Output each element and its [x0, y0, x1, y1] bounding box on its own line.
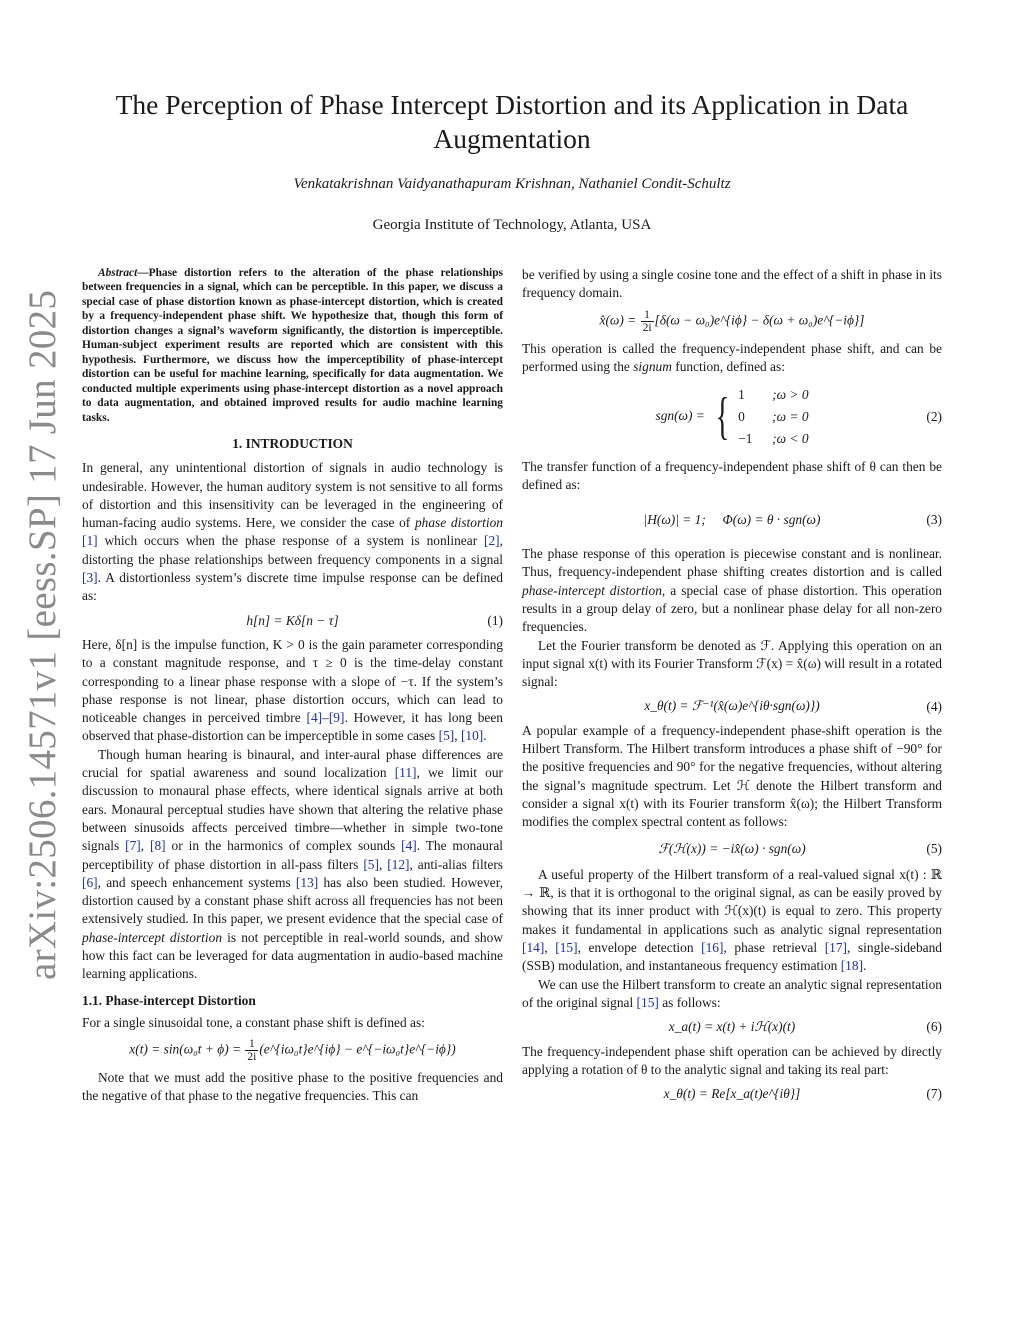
equation-number: (6) — [926, 1019, 942, 1035]
equation-7: x_θ(t) = Re[x_a(t)e^{iθ}] (7) — [522, 1085, 942, 1103]
citation-link[interactable]: [6] — [82, 874, 98, 890]
case-row: 0 ;ω = 0 — [738, 409, 809, 425]
section-heading: 1. INTRODUCTION — [232, 435, 353, 451]
right-paragraph-2: This operation is called the frequency-independent phase shift, and can be performed using the signum function, defined as: — [522, 340, 942, 374]
citation-link[interactable]: [7] — [125, 838, 141, 854]
right-paragraph-5: Let the Fourier transform be denoted as ℱ. Applying this operation on an input signal x(t) with its Fourier Transform ℱ(x) = x̂(ω) will result in a rotated signal: — [522, 637, 942, 690]
equation-number: (3) — [926, 511, 942, 527]
right-paragraph-8: We can use the Hilbert transform to create an analytic signal representation of the original signal [15] as follows: — [522, 976, 942, 1010]
right-paragraph-9: The frequency-independent phase shift operation can be achieved by directly applying a rotation of θ to the analytic signal and taking its real part: — [522, 1043, 942, 1077]
abstract-text: —Phase distortion refers to the alteration of the phase relationships between frequencies in a signal, which can be perceptible. In this paper, we discuss a special case of phase distortion known as phase-intercept distortion, which is created by a frequency-independent phase shift. We hypothesize that, though this form of distortion changes a signal’s waveform significantly, the distortion is imperceptible. Human-subject experiment results are reported which are consistent with this hypothesis. Furthermore, we discuss how the imperceptibility of phase-intercept distortion can be useful for machine learning, specifically for data augmentation. We conducted multiple experiments using phase-intercept distortion as a novel approach to data augmentation, and obtained improved results for audio machine learning tasks. — [82, 267, 503, 424]
citation-link[interactable]: [18] — [840, 958, 864, 974]
equation-3: |H(ω)| = 1; Φ(ω) = θ · sgn(ω) (3) — [522, 511, 942, 529]
citation-link[interactable]: [3] — [82, 570, 98, 586]
equation-1: h[n] = Kδ[n − τ] (1) — [82, 612, 503, 630]
equation-sinusoid: x(t) = sin(ω₀t + ϕ) = $\frac{1}{2i}$ (e^{iω₀t}e^{iϕ} − e^{−iω₀t}e^{−iϕ}) — [129, 1038, 456, 1064]
equation-number: (5) — [926, 840, 942, 856]
citation-link[interactable]: [17] — [824, 940, 847, 956]
citation-link[interactable]: [9] — [328, 710, 345, 726]
intro-paragraph-1: In general, any unintentional distortion of signals in audio technology is undesirable. However, the human auditory system is not sensitive to all forms of distortion and this insensitivity can be leveraged in the engineering of human-facing audio systems. Here, we consider the case of phase distortion [1] which occurs when the phase response of a system is nonlinear [2], distorting the phase relationships between frequency components in a signal [3]. A distortionless system’s discrete time impulse response can be defined as: — [82, 460, 503, 604]
subsection-heading: 1.1. Phase-intercept Distortion — [82, 992, 256, 1008]
equation-number: (2) — [926, 409, 942, 425]
affiliation: Georgia Institute of Technology, Atlanta, USA — [372, 217, 652, 233]
equation-number: (4) — [926, 698, 942, 714]
equation-5: ℱ(ℋ(x)) = −ix̂(ω) · sgn(ω) (5) — [522, 840, 942, 858]
equation-number: (7) — [926, 1086, 942, 1102]
right-column — [522, 266, 942, 1109]
citation-link[interactable]: [2] — [484, 533, 500, 549]
paper-title: The Perception of Phase Intercept Distortion and its Application in Data Augmentation — [115, 89, 909, 154]
equation-4: x_θ(t) = ℱ⁻¹(x̂(ω)e^{iθ·sgn(ω)}) (4) — [522, 697, 942, 715]
citation-link[interactable]: [10] — [460, 728, 484, 744]
case-row: 1 ;ω > 0 — [738, 387, 809, 403]
left-column — [82, 266, 503, 1106]
subsection-paragraph-2: Note that we must add the positive phase to the positive frequencies and the negative of that phase to the negative frequencies. This can — [82, 1070, 503, 1104]
citation-link[interactable]: [13] — [295, 874, 319, 890]
citation-link[interactable]: [4] — [401, 838, 417, 854]
citation-link[interactable]: [4] — [306, 710, 323, 726]
intro-paragraph-2: Here, δ[n] is the impulse function, K > 0 is the gain parameter corresponding to a constant magnitude response, and τ ≥ 0 is the time-delay constant corresponding to a linear phase response with a slope of −τ. If the system’s phase response is not linear, phase distortion occurs, which can lead to noticeable changes in perceived timbre [4]–[9]. However, it has long been observed that phase-distortion can be imperceptible in some cases [5], [10]. — [82, 636, 503, 744]
subsection-paragraph-1: For a single sinusoidal tone, a constant phase shift is defined as: — [82, 1014, 425, 1030]
right-paragraph-7: A useful property of the Hilbert transform of a real-valued signal x(t) : ℝ → ℝ, is that it is orthogonal to the original signal, as can be easily proved by showing that its inner product with ℋ(x)(t) is equal to zero. This property makes it fundamental in applications such as analytic signal representation [14], [15], envelope detection [16], phase retrieval [17], single-sideband (SSB) modulation, and instantaneous frequency estimation [18]. — [522, 866, 942, 974]
citation-link[interactable]: [15] — [555, 940, 578, 956]
equation-6: x_a(t) = x(t) + iℋ(x)(t) (6) — [522, 1018, 942, 1036]
citation-link[interactable]: [16] — [701, 940, 724, 956]
citation-link[interactable]: [5] — [438, 728, 455, 744]
citation-link[interactable]: [1] — [82, 533, 98, 549]
equation-spectrum: x̂(ω) = $\frac{1}{2i}$ [δ(ω − ω₀)e^{iϕ} − δ(ω + ω₀)e^{−iϕ}] — [599, 308, 865, 334]
case-row: −1 ;ω < 0 — [738, 431, 809, 447]
citation-link[interactable]: [5] — [363, 856, 379, 872]
citation-link[interactable]: [8] — [150, 838, 166, 854]
citation-link[interactable]: [11] — [394, 765, 417, 781]
citation-link[interactable]: [12] — [387, 856, 410, 872]
abstract — [82, 266, 503, 425]
right-paragraph-6: A popular example of a frequency-independent phase-shift operation is the Hilbert Transform. The Hilbert transform introduces a phase shift of −90° for the positive frequencies and 90° for the negative frequencies, without altering the signal’s magnitude spectrum. Let ℋ denote the Hilbert transform and consider a signal x(t) with its Fourier transform x̂(ω); the Hilbert Transform modifies the complex spectral content as follows: — [522, 722, 942, 830]
abstract-lead: Abstract — [98, 267, 138, 279]
author-list: Venkatakrishnan Vaidyanathapuram Krishnan, Nathaniel Condit-Schultz — [293, 176, 731, 192]
equation-number: (1) — [487, 612, 503, 628]
citation-link[interactable]: [15] — [636, 994, 659, 1010]
signum-cases — [738, 384, 808, 450]
arxiv-identifier[interactable]: arXiv:2506.14571v1 [eess.SP] 17 Jun 2025 — [21, 289, 64, 980]
right-paragraph-1: be verified by using a single cosine tone and the effect of a shift in phase in its frequency domain. — [522, 267, 942, 301]
intro-paragraph-3: Though human hearing is binaural, and inter-aural phase differences are crucial for spatial awareness and sound localization [11], we limit our discussion to monaural phase effects, where identical signals arrive at both ears. Monaural perceptual studies have shown that altering the relative phase between sinusoids affects perceived timbre—whether in simple two-tone signals [7], [8] or in the harmonics of complex sounds [4]. The monaural perceptibility of phase distortion in all-pass filters [5], [12], anti-alias filters [6], and speech enhancement systems [13] has also been studied. However, distortion caused by a constant phase shift across all frequencies has not been extensively studied. In this paper, we present evidence that the special case of phase-intercept distortion is not perceptible in real-world sounds, and show how this fact can be leveraged for data augmentation in audio-based machine learning applications. — [82, 746, 503, 982]
citation-link[interactable]: [14] — [522, 940, 545, 956]
right-paragraph-4: The phase response of this operation is piecewise constant and is nonlinear. Thus, frequency-independent phase shifting creates distortion and is called phase-intercept distortion, a special case of phase distortion. This operation results in a group delay of zero, but a nonlinear phase delay for all non-zero frequencies. — [522, 546, 943, 635]
right-paragraph-3: The transfer function of a frequency-independent phase shift of θ can then be defined as: — [522, 459, 942, 493]
equation-2: sgn(ω) = { 1 ;ω > 0 0 ;ω = 0 −1 ;ω < 0 (2) — [522, 384, 942, 450]
